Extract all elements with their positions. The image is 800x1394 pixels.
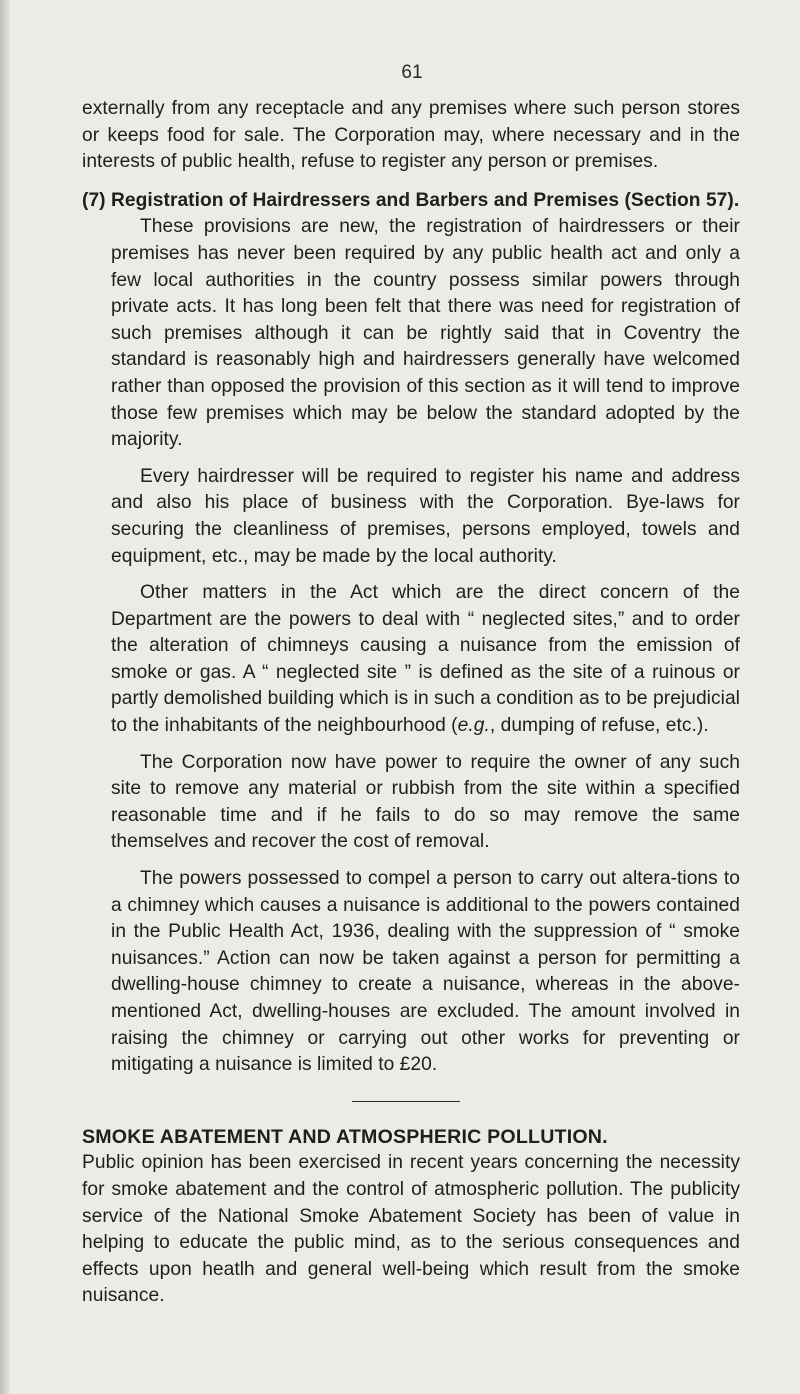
- smoke-abatement-body: [82, 1150, 740, 1310]
- smoke-abatement-paragraph: Public opinion has been exercised in recent years concerning the necessity for smoke abatement and the control of atmospheric pollution. The publicity service of the National Smoke Abatement Society has been of value in helping to educate the public mind, as to the serious consequences and effects upon heatlh and general well-being which result from the smoke nuisance.: [82, 1152, 740, 1307]
- section-7-body: [82, 214, 740, 1078]
- section-7-title: Registration of Hairdressers and Barbers and Premises (Section 57).: [111, 189, 740, 211]
- section-7-paragraph-2: Every hairdresser will be required to register his name and address and also his place of business with the Corporation. Bye-laws for securing the cleanliness of premises, persons employed, towels and equipment, etc., may be made by the local authority.: [111, 465, 740, 567]
- section-7-heading: [82, 188, 740, 215]
- opening-paragraph: externally from any receptacle and any premises where such person stores or keeps food for sale. The Corporation may, where necessary and in the interests of public health, refuse to register any person or premises.: [82, 98, 740, 173]
- section-7-paragraph-1: These provisions are new, the registration of hairdressers or their premises has never been required by any public health act and only a few local authorities in the country possess similar powers through private acts. It has long been felt that there was need for registration of such premises although it can be rightly said that in Coventry the standard is reasonably high and hairdressers generally have welcomed rather than opposed the provision of this section as it will tend to improve those few premises which may be below the standard adopted by the majority.: [111, 216, 740, 451]
- page-number: 61: [401, 62, 423, 83]
- page-edge-shadow: [0, 0, 10, 1394]
- page-content: [82, 96, 740, 1310]
- section-7: [82, 188, 740, 1079]
- section-divider: [352, 1101, 460, 1102]
- neglected-sites-text: Other matters in the Act which are the direct concern of the Department are the powers to deal with “ neglected sites,” and to order the alteration of chimneys causing a nuisance from the emission of smoke or gas. A “ neglected site ” is defined as the site of a ruinous or partly demolished building which is in such a condition as to be prejudicial to the inhabitants of the neighbourhood (e.g., dumping of refuse, etc.).: [111, 582, 740, 737]
- section-7-paragraph-4: The Corporation now have power to require the owner of any such site to remove any material or rubbish from the site within a specified reasonable time and if he fails to do so may remove the same themselves and recover the cost of removal.: [111, 751, 740, 853]
- section-7-paragraph-5: The powers possessed to compel a person to carry out altera-tions to a chimney which causes a nuisance is additional to the powers contained in the Public Health Act, 1936, dealing with the suppression of “ smoke nuisances.” Action can now be taken against a person for permitting a dwelling-house chimney to create a nuisance, whereas in the above-mentioned Act, dwelling-houses are excluded. The amount involved in raising the chimney or carrying out other works for preventing or mitigating a nuisance is limited to £20.: [111, 868, 740, 1076]
- section-7-paragraph-3: [111, 580, 740, 740]
- smoke-abatement-heading: SMOKE ABATEMENT AND ATMOSPHERIC POLLUTION.: [82, 1125, 608, 1148]
- section-7-number: (7): [82, 189, 106, 211]
